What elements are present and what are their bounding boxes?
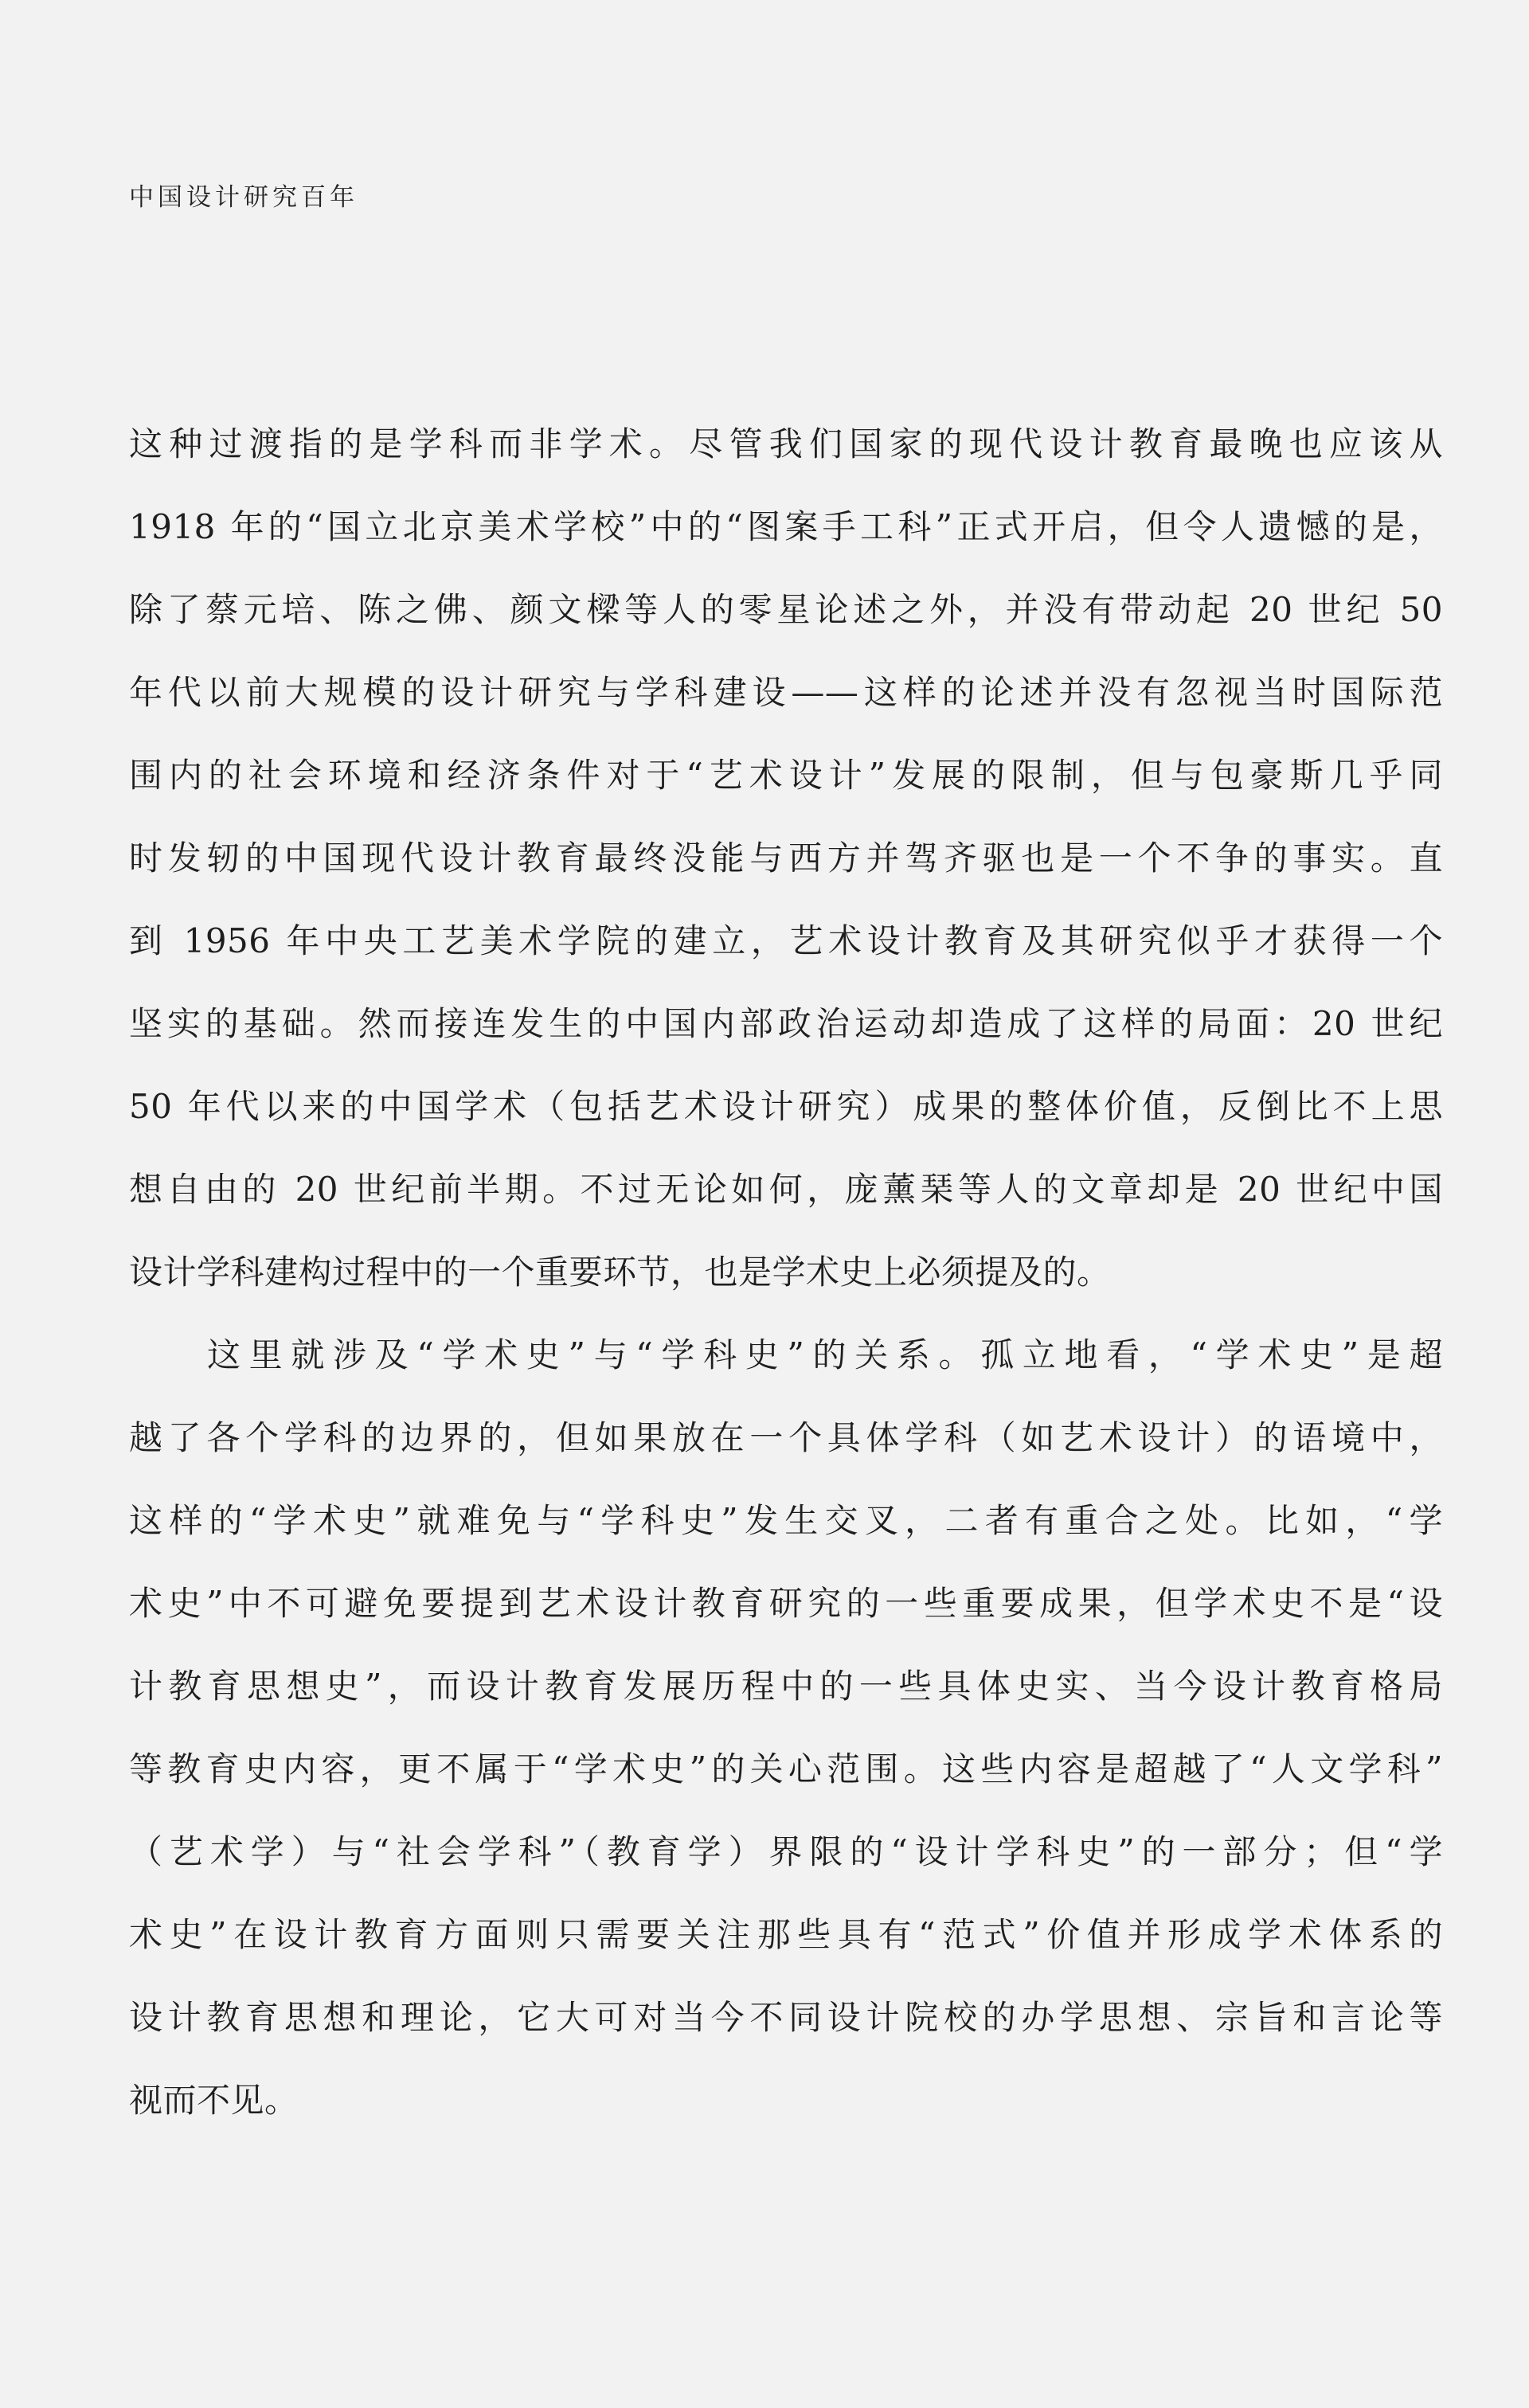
text-line: 设计学科建构过程中的一个重要环节，也是学术史上必须提及的。	[129, 1253, 1111, 1292]
text-line: 时发轫的中国现代设计教育最终没能与西方并驾齐驱也是一个不争的事实。直	[129, 838, 1443, 878]
text-line: 除了蔡元培、陈之佛、颜文樑等人的零星论述之外，并没有带动起 20 世纪 50	[129, 590, 1443, 629]
text-line: 年代以前大规模的设计研究与学科建设——这样的论述并没有忽视当时国际范	[129, 673, 1443, 712]
text-line: 术史”中不可避免要提到艺术设计教育研究的一些重要成果，但学术史不是“设	[129, 1584, 1443, 1623]
text-line: 围内的社会环境和经济条件对于“艺术设计”发展的限制，但与包豪斯几乎同	[129, 756, 1443, 795]
paragraph-2	[129, 1314, 1443, 2142]
text-line: （艺术学）与“社会学科”（教育学）界限的“设计学科史”的一部分；但“学	[129, 1832, 1443, 1871]
paragraph-1	[129, 403, 1443, 1314]
text-line: 计教育思想史”，而设计教育发展历程中的一些具体史实、当今设计教育格局	[129, 1667, 1443, 1706]
text-line: 术史”在设计教育方面则只需要关注那些具有“范式”价值并形成学术体系的	[129, 1915, 1443, 1954]
text-line: 设计教育思想和理论，它大可对当今不同设计院校的办学思想、宗旨和言论等	[129, 1998, 1443, 2037]
text-line: 到 1956 年中央工艺美术学院的建立，艺术设计教育及其研究似乎才获得一个	[129, 921, 1443, 960]
text-line: 坚实的基础。然而接连发生的中国内部政治运动却造成了这样的局面：20 世纪	[129, 1004, 1443, 1043]
text-line: 越了各个学科的边界的，但如果放在一个具体学科（如艺术设计）的语境中，	[129, 1418, 1443, 1457]
text-line: 50 年代以来的中国学术（包括艺术设计研究）成果的整体价值，反倒比不上思	[129, 1087, 1443, 1126]
text-line: 视而不见。	[129, 2081, 299, 2120]
text-line: 这里就涉及“学术史”与“学科史”的关系。孤立地看，“学术史”是超	[207, 1335, 1443, 1374]
running-header-title: 中国设计研究百年	[129, 183, 358, 212]
text-line: 这种过渡指的是学科而非学术。尽管我们国家的现代设计教育最晚也应该从	[129, 424, 1443, 463]
text-line: 想自由的 20 世纪前半期。不过无论如何，庞薰琹等人的文章却是 20 世纪中国	[129, 1170, 1443, 1209]
body-text	[129, 403, 1443, 2142]
text-line: 1918 年的“国立北京美术学校”中的“图案手工科”正式开启，但令人遗憾的是，	[129, 507, 1443, 546]
text-line: 这样的“学术史”就难免与“学科史”发生交叉，二者有重合之处。比如，“学	[129, 1501, 1443, 1540]
text-line: 等教育史内容，更不属于“学术史”的关心范围。这些内容是超越了“人文学科”	[129, 1749, 1443, 1788]
